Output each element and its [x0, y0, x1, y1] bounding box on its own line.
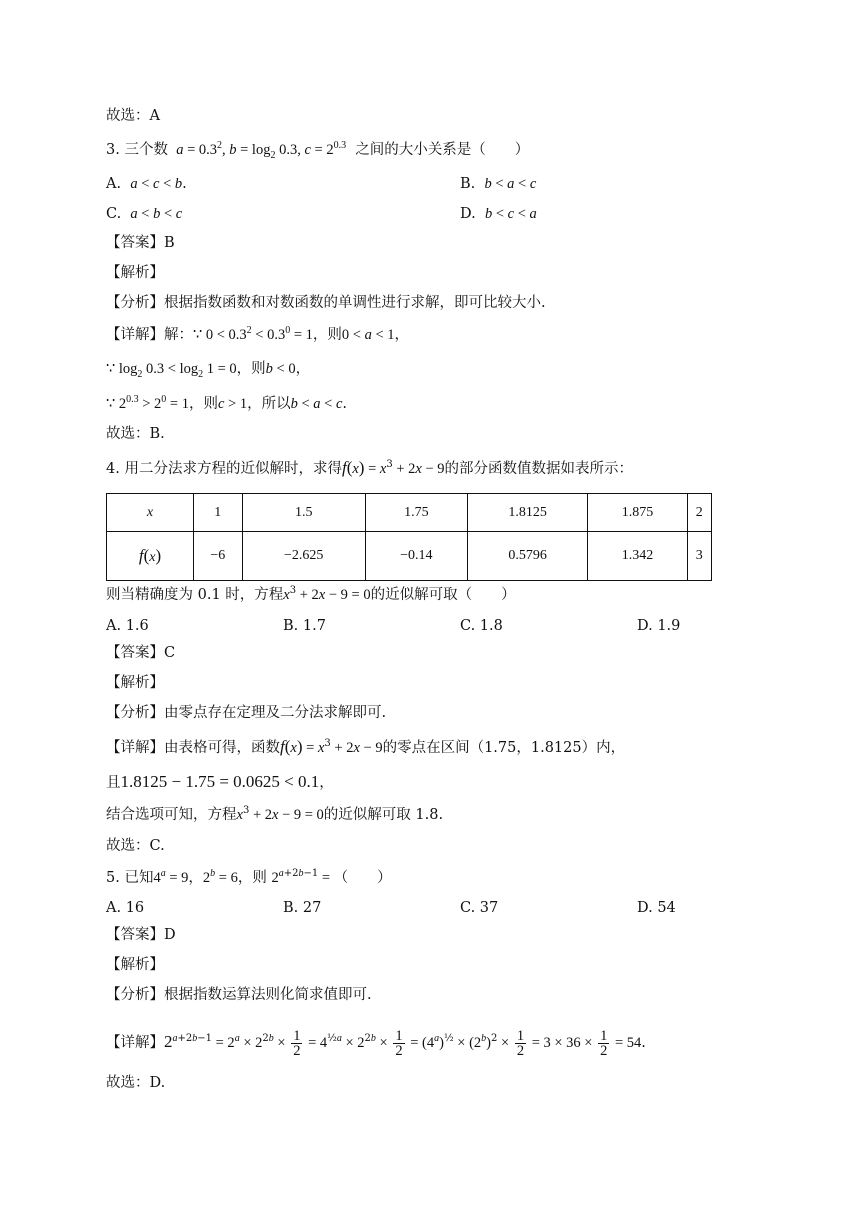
- table-cell: 1.5: [242, 494, 365, 532]
- detail-3-line-1: 【详解】解：∵ $0 < 0.3^2 < 0.3^0 = 1$，则0 < a < 1，: [106, 325, 410, 343]
- table-cell: 1.875: [588, 494, 687, 532]
- table-cell: 1.8125: [467, 494, 588, 532]
- question-4-option-d: D. 1.9: [637, 618, 681, 634]
- detail-3-line-3: ∵ $2^{0.3} > 2^0 = 1$，则c > 1，所以b < a < c.: [106, 394, 348, 412]
- table-cell: 3: [687, 532, 711, 581]
- table-header-x: x: [107, 494, 194, 532]
- question-3-option-c: C. a < b < c: [106, 206, 183, 222]
- detail-5-equation: 【详解】$2^{a+2b-1} = 2^a \times 2^{2b}$ × $\frac{1}{2}$ = $4^{\frac{1}{2}a} \times 2^{2b}$ × $\frac{1}{2}$ = $(4^a)^{\frac{1}{2}} \times (2^b)^2$ × $\frac{1}{2}$ = 3 × 36 × $\frac{1}{2}$ = 54.: [106, 1027, 646, 1059]
- choose-3: 故选：B.: [106, 426, 165, 442]
- table-cell: 1: [194, 494, 243, 532]
- previous-answer-choice: 故选：A: [106, 108, 160, 124]
- detail-4-line-3: 结合选项可知，方程$x^3 + 2x - 9 = 0$的近似解可取 1.8.: [106, 805, 444, 823]
- answer-5: 【答案】D: [106, 927, 176, 943]
- question-3-stem: 3. 三个数 $a = 0.3^2$, $b = \log_2 0.3$, $c = 2^{0.3}$ 之间的大小关系是（ ）: [106, 140, 530, 161]
- analysis-heading-5: 【解析】: [106, 957, 164, 973]
- choose-5: 故选：D.: [106, 1075, 166, 1091]
- question-5-option-c: C. 37: [460, 900, 499, 916]
- question-5-option-b: B. 27: [283, 900, 322, 916]
- question-5-stem: 5. 已知$4^a = 9$，$2^b = 6$，则 $2^{a+2b-1}$ = （ ）: [106, 868, 392, 886]
- choose-4: 故选：C.: [106, 838, 165, 854]
- analysis-3: 【分析】根据指数函数和对数函数的单调性进行求解，即可比较大小.: [106, 295, 546, 311]
- analysis-heading-4: 【解析】: [106, 675, 164, 691]
- table-cell: 2: [687, 494, 711, 532]
- table-cell: 1.75: [365, 494, 467, 532]
- question-3-option-b: B. b < a < c: [460, 176, 537, 192]
- table-row: [107, 494, 712, 532]
- table-cell: 0.5796: [467, 532, 588, 581]
- table-cell: −6: [194, 532, 243, 581]
- analysis-4: 【分析】由零点存在定理及二分法求解即可.: [106, 705, 387, 721]
- question-4-prompt: 则当精确度为 0.1 时，方程$x^3 + 2x - 9 = 0$的近似解可取（ ）: [106, 585, 516, 603]
- table-cell: −0.14: [365, 532, 467, 581]
- question-5-option-d: D. 54: [637, 900, 676, 916]
- analysis-heading-3: 【解析】: [106, 265, 164, 281]
- detail-3-line-2: ∵ $\log_2 0.3 < \log_2 1 = 0$，则b < 0，: [106, 361, 311, 380]
- function-value-table: [106, 493, 712, 581]
- question-3-option-d: D. b < c < a: [460, 206, 537, 222]
- answer-4: 【答案】C: [106, 645, 176, 661]
- question-4-option-a: A. 1.6: [106, 618, 149, 634]
- table-cell: 1.342: [588, 532, 687, 581]
- detail-4-line-2: 且1.8125 − 1.75 = 0.0625 < 0.1，: [106, 772, 334, 791]
- question-4-stem: 4. 用二分法求方程的近似解时，求得$f(x) = x^3 + 2x - 9$的部分函数值数据如表所示：: [106, 458, 634, 477]
- table-row: [107, 532, 712, 581]
- question-3-option-a: A. a < c < b.: [106, 176, 187, 192]
- answer-3: 【答案】B: [106, 235, 175, 251]
- question-4-option-c: C. 1.8: [460, 618, 503, 634]
- question-5-option-a: A. 16: [106, 900, 145, 916]
- question-4-option-b: B. 1.7: [283, 618, 326, 634]
- detail-4-line-1: 【详解】由表格可得，函数$f(x) = x^3 + 2x - 9$的零点在区间（1.75，1.8125）内，: [106, 737, 626, 756]
- analysis-5: 【分析】根据指数运算法则化简求值即可.: [106, 987, 372, 1003]
- table-cell: −2.625: [242, 532, 365, 581]
- table-header-fx: f(x): [107, 532, 194, 581]
